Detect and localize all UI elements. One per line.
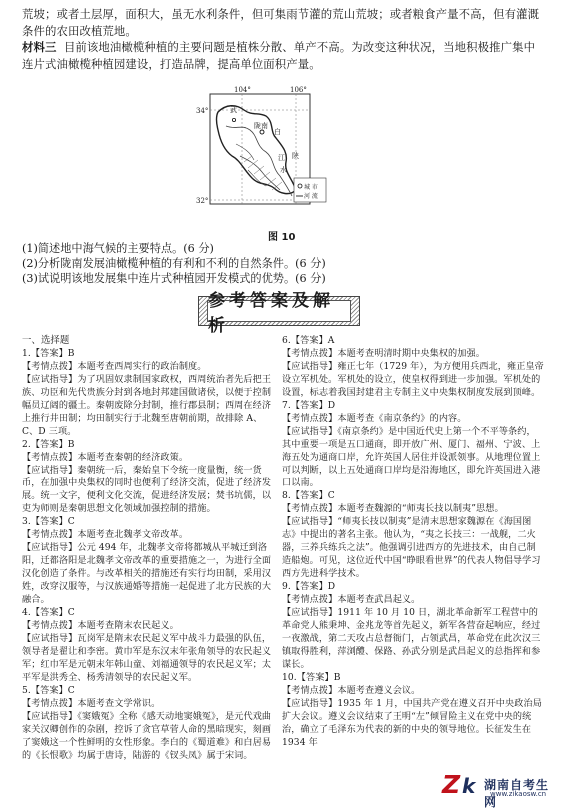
answer-explanation: 【考情点拨】本题考查魏源的“师夷长技以制夷”思想。 <box>282 504 504 515</box>
answer-heading: 5.【答案】C <box>22 685 75 696</box>
answer-explanation: 【考情点拨】本题考查隋末农民起义。 <box>22 620 179 631</box>
city-marker <box>232 118 235 121</box>
material-three <box>22 39 542 72</box>
longnan-map <box>196 86 328 222</box>
answer-heading: 9.【答案】D <box>282 582 336 593</box>
material-two-continued: 荒坡；或者土层厚，面积大，虽无水利条件，但可集雨节灌的荒山荒坡；或者粮食产量不高，但有灌溉条件的农田改植荒地。 <box>22 7 540 38</box>
lat-label-32: 32° <box>196 197 209 205</box>
river-branch-2 <box>236 144 254 160</box>
answer-explanation: 【应试指导】《窦娥冤》全称《感天动地窦娥冤》，是元代戏曲家关汉卿创作的杂剧，控诉了贪官草菅人命的黑暗现实，刻画了窦娥这一个性鲜明的女性形象。李白的《蜀道难》和白居易的《长恨歌》均属于唐诗，陆游的《钗头凤》属于宋词。 <box>22 711 272 761</box>
answer-heading: 2.【答案】B <box>22 439 75 450</box>
answer-explanation: 【应试指导】为了巩固奴隶制国家政权，西周统治者先后把王族、功臣和先代贵族分封到各地封邦建国做诸侯，以便于控制幅员辽阔的疆土。秦朝废除分封制，推行郡县制；西周在经济上推行井田制；均田制实行于北魏至唐朝前期，故排除 A、C、D 三项。 <box>22 374 272 437</box>
answer-heading: 6.【答案】A <box>282 336 335 346</box>
site-watermark-logo <box>440 770 558 809</box>
answers-left-column <box>22 335 274 762</box>
answer-explanation: 【应试指导】秦朝统一后，秦始皇下令统一度量衡，统一货币，在加强中央集权的同时也便利了经济交流，促进了经济发展。统一文字，便利文化交流，促进经济发展；焚书坑儒，以吏为师则是秦朝思想文化领域加强控制的措施。 <box>22 465 272 515</box>
place-label-shaan: 陕 <box>292 152 299 160</box>
answer-heading: 1.【答案】B <box>22 348 75 359</box>
place-label-longnan: 陇南 <box>254 122 268 130</box>
answer-explanation: 【考情点拨】本题考查西周实行的政治制度。 <box>22 361 207 372</box>
logo-site-url: www.zikaosw.cn <box>490 790 547 798</box>
answer-explanation: 【考情点拨】本题考查遵义会议。 <box>282 685 421 696</box>
place-label-wu: 武 <box>230 106 237 114</box>
legend-city-symbol <box>298 184 302 188</box>
material-three-label: 材料三 <box>22 40 57 55</box>
answers-right-column <box>282 335 544 750</box>
place-label-bai: 白 <box>274 128 281 136</box>
place-label-shui: 水 <box>280 166 287 174</box>
question-item: (3)试说明该地发展集中连片式种植园开发模式的优势。(6 分) <box>22 272 326 285</box>
answer-heading: 4.【答案】C <box>22 608 75 619</box>
answer-heading: 7.【答案】D <box>282 400 336 411</box>
answer-explanation: 【应试指导】“师夷长技以制夷”是清末思想家魏源在《海国图志》中提出的著名主张。他认为，“夷之长技三：一战舰，二火器，三养兵练兵之法”。他强调引进西方的先进技术，由自己制造船炮。可见，这位近代中国“睁眼看世界”的代表人物倡导学习西方先进科学技术。 <box>282 517 541 580</box>
lon-label-104: 104° <box>234 86 251 94</box>
answer-section-banner <box>198 291 360 336</box>
figure-caption: 图 10 <box>268 232 296 243</box>
river-branch-1 <box>240 156 280 190</box>
question-item: (1)简述地中海气候的主要特点。(6 分) <box>22 242 214 255</box>
answer-explanation: 【应试指导】1935 年 1 月，中国共产党在遵义召开中央政治局扩大会议。遵义会议结束了王明“左”倾冒险主义在党中央的统治，确立了毛泽东为代表的新的中央的领导地位。长征发生在 1934 年 <box>282 698 542 748</box>
answer-explanation: 【考情点拨】本题考查北魏孝文帝改革。 <box>22 530 189 541</box>
answer-explanation: 【应试指导】《南京条约》是中国近代史上第一个不平等条约，其中重要一项是五口通商，即开放广州、厦门、福州、宁波、上海五处为通商口岸，允许英国人居住并设派领事。从地理位置上可以判断，以上五处通商口岸均是沿海地区，即允许英国进入港口以南。 <box>282 426 541 489</box>
answer-explanation: 【应试指导】雍正七年（1729 年），为方便用兵西北，雍正皇帝设立军机处。军机处的设立，使皇权得到进一步加强。军机处的设置，标志着我国封建君主专制主义中央集权制度发展到顶峰。 <box>282 361 544 398</box>
answer-explanation: 【考情点拨】本题考查《南京条约》的内容。 <box>282 413 467 424</box>
place-label-jiang: 江 <box>278 154 285 162</box>
lon-label-106: 106° <box>290 86 307 94</box>
logo-mark-k: k <box>462 774 476 798</box>
logo-mark: Z <box>442 770 461 799</box>
answer-explanation: 【应试指导】公元 494 年，北魏孝文帝将都城从平城迁到洛阳，迁都洛阳是北魏孝文帝改革的重要措施之一，为进行全面汉化创造了条件。与改革相关的措施还有实行均田制，采用汉姓，改穿汉服等，与汉族通婚等措施一起促进了北方民族的大融合。 <box>22 543 272 606</box>
question-list <box>22 241 542 286</box>
answer-explanation: 【应试指导】瓦岗军是隋末农民起义军中战斗力最强的队伍，领导者是翟让和李密。黄巾军是东汉末年张角领导的农民起义军；红巾军是元朝末年韩山童、刘福通领导的农民起义军；太平军是洪秀全、杨秀清领导的农民起义军。 <box>22 633 272 683</box>
city-marker <box>260 130 264 134</box>
answer-explanation: 【考情点拨】本题考查秦朝的经济政策。 <box>22 452 189 463</box>
material-three-body: 目前该地油橄榄种植的主要问题是植株分散、单产不高。为改变这种状况，当地积极推广集中连片式油橄榄种植园建设，打造品牌，提高单位面积产量。 <box>22 40 536 71</box>
banner-title: 参考答案及解析 <box>207 300 351 322</box>
question-item: (2)分析陇南发展油橄榄种植的有利和不利的自然条件。(6 分) <box>22 257 326 270</box>
answer-heading: 10.【答案】B <box>282 672 341 683</box>
section-heading: 一、选择题 <box>22 335 70 346</box>
material-text <box>22 6 542 72</box>
lat-label-34: 34° <box>196 107 209 115</box>
logo-site-name: 湖南自考生网 <box>484 778 550 809</box>
answer-explanation: 【应试指导】1911 年 10 月 10 日，湖北革命新军工程营中的革命党人熊秉坤、金兆龙等首先起义，新军各营奋起响应，经过一夜激战，第二天攻占总督衙门，占领武昌，革命党在此次汉三镇取得胜利，萍浏醴、保路、孙武分别是武昌起义的总指挥和参谋长。 <box>282 608 541 670</box>
legend-river-label: 河 流 <box>304 193 318 200</box>
answer-heading: 3.【答案】C <box>22 517 75 528</box>
region-boundary <box>217 106 297 194</box>
answer-explanation: 【考情点拨】本题考查明清时期中央集权的加强。 <box>282 348 485 359</box>
answer-heading: 8.【答案】C <box>282 491 335 502</box>
answer-explanation: 【考情点拨】本题考查文学常识。 <box>22 698 161 709</box>
answer-explanation: 【考情点拨】本题考查武昌起义。 <box>282 595 421 606</box>
legend-city-label: 城 市 <box>304 184 318 191</box>
